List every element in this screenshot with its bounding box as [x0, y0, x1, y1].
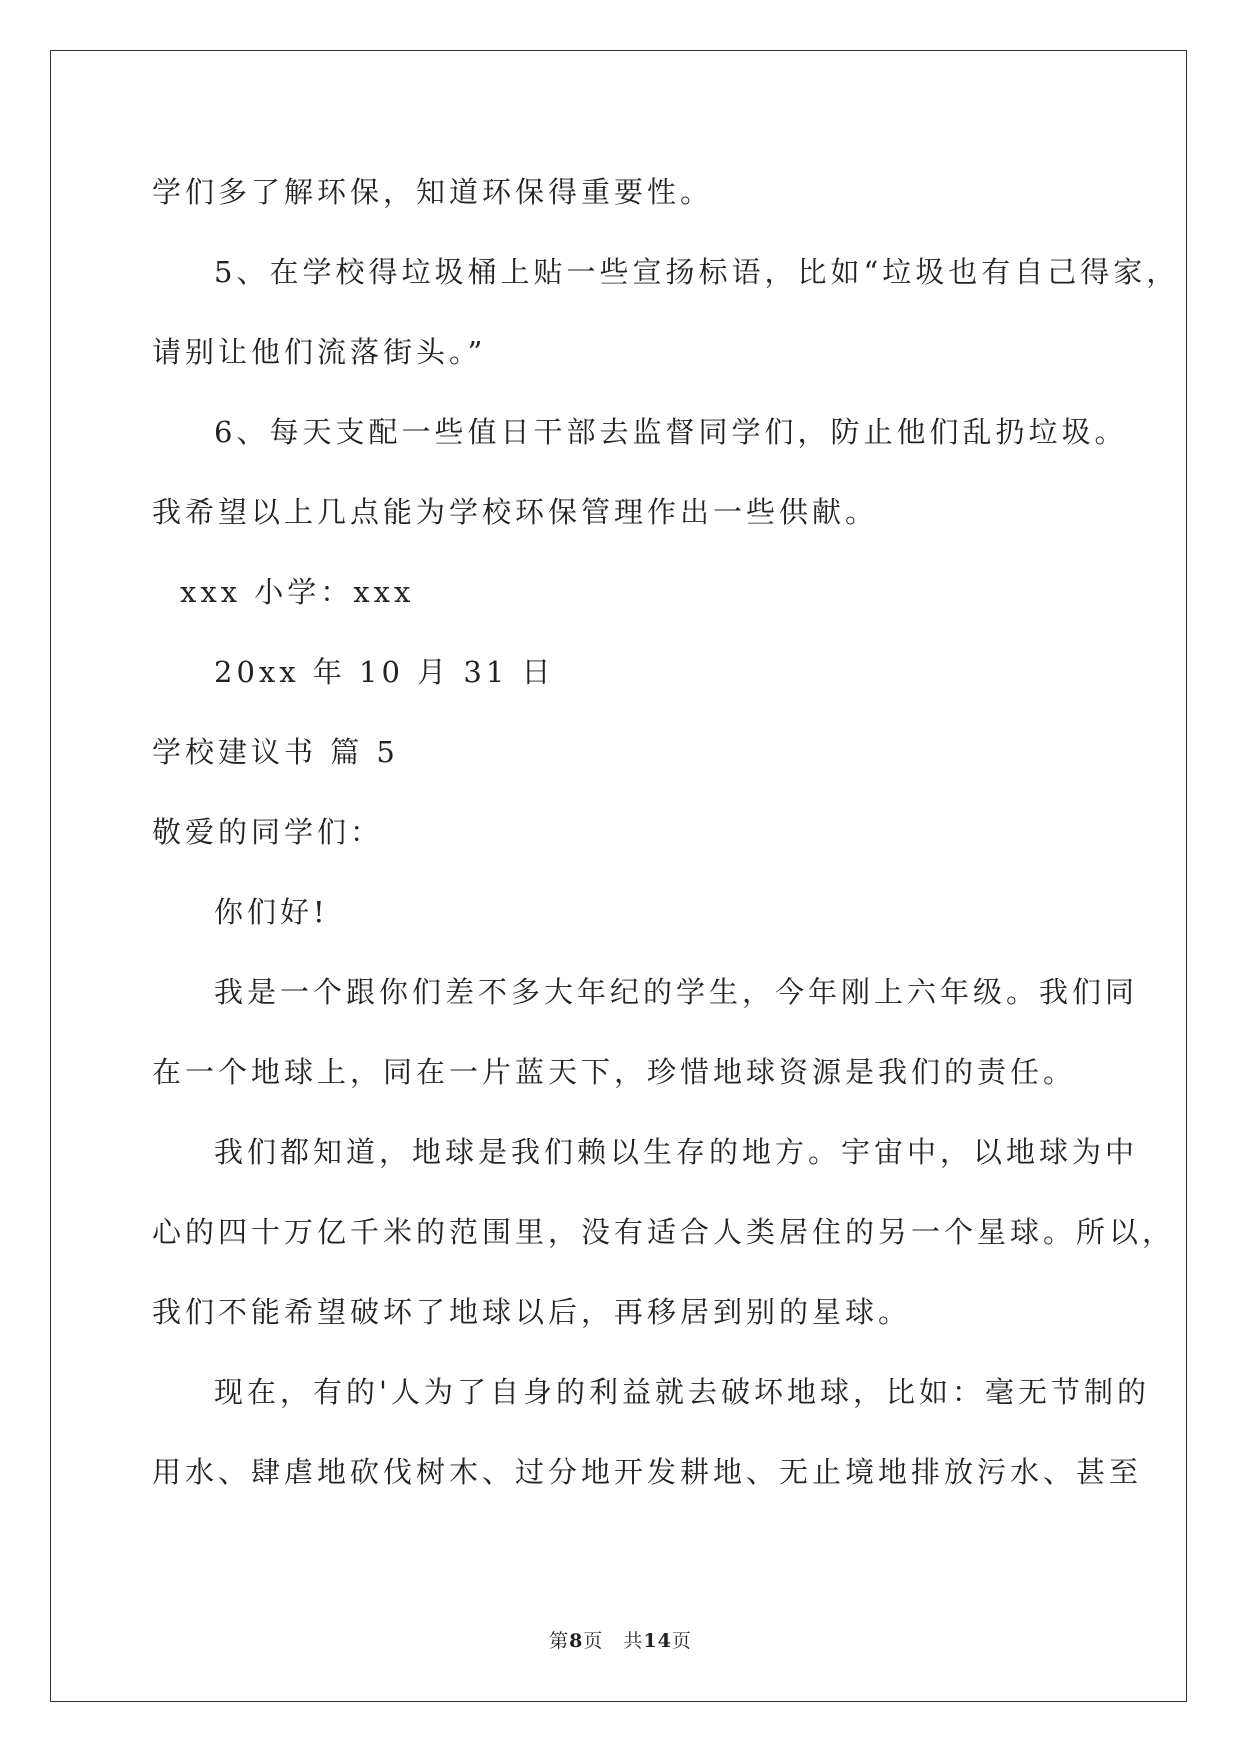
footer-prefix: 第 [549, 1630, 570, 1652]
text-line: 现在，有的'人为了自身的利益就去破坏地球，比如：毫无节制的 [214, 1375, 1150, 1409]
text-line: 我们不能希望破坏了地球以后，再移居到别的星球。 [152, 1295, 912, 1329]
text-line: 心的四十万亿千米的范围里，没有适合人类居住的另一个星球。所以， [152, 1215, 1176, 1249]
text-line: 我希望以上几点能为学校环保管理作出一些供献。 [152, 495, 879, 529]
section-title: 学校建议书 篇 5 [152, 735, 399, 769]
text-line: 请别让他们流落街头。” [152, 335, 487, 369]
salutation: 敬爱的同学们： [152, 815, 384, 849]
greeting: 你们好! [214, 895, 329, 929]
page-footer [0, 1626, 1241, 1653]
text-line: 6、每天支配一些值日干部去监督同学们，防止他们乱扔垃圾。 [214, 415, 1128, 449]
text-line: 5、在学校得垃圾桶上贴一些宣扬标语，比如“垃圾也有自己得家， [214, 255, 1180, 289]
current-page-number: 8 [569, 1630, 584, 1652]
signature-line: xxx 小学：xxx [180, 575, 415, 609]
date-line: 20xx 年 10 月 31 日 [214, 655, 555, 689]
text-line: 在一个地球上，同在一片蓝天下，珍惜地球资源是我们的责任。 [152, 1055, 1077, 1089]
text-line: 我是一个跟你们差不多大年纪的学生，今年刚上六年级。我们同 [214, 975, 1139, 1009]
footer-suffix: 页 [671, 1630, 692, 1652]
total-page-number: 14 [643, 1630, 672, 1652]
text-line: 用水、肆虐地砍伐树木、过分地开发耕地、无止境地排放污水、甚至 [152, 1455, 1143, 1489]
text-line: 我们都知道，地球是我们赖以生存的地方。宇宙中，以地球为中 [214, 1135, 1139, 1169]
footer-mid: 页 共 [583, 1630, 644, 1652]
text-line: 学们多了解环保，知道环保得重要性。 [152, 175, 714, 209]
